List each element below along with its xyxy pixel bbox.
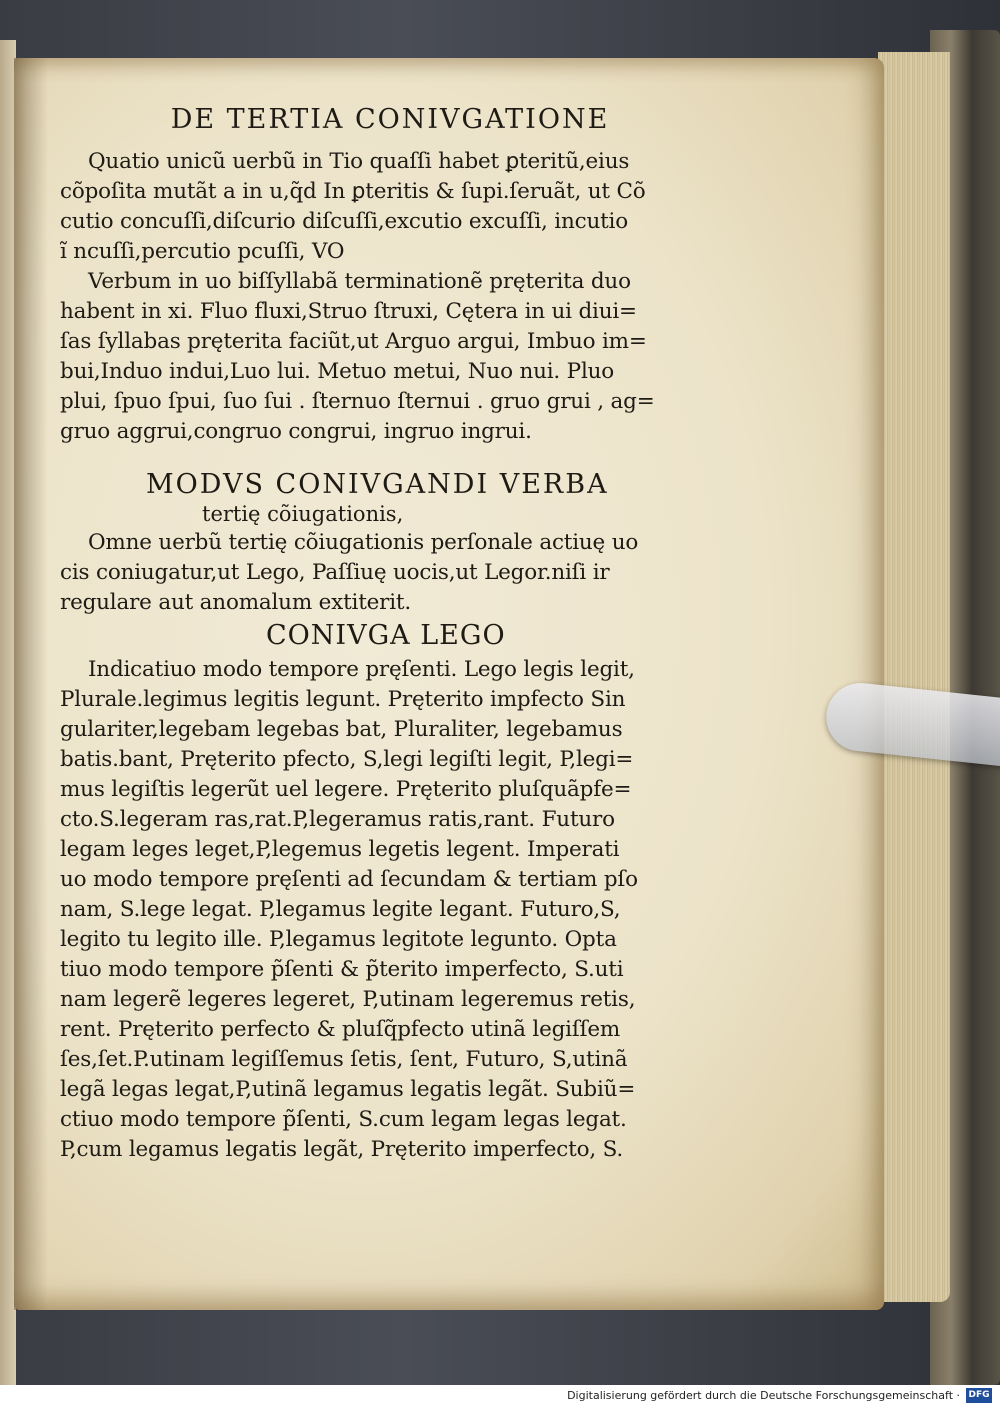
text-line: Omne uerbũ tertię cõiugationis perſonale actiuę uo xyxy=(88,530,639,555)
text-line: Quatio unicũ uerbũ in Tio quaſſi habet ꝑteritũ,eius xyxy=(88,149,630,174)
text-line: cutio concuſſi,diſcurio diſcuſſi,excutio excuſſi, incutio xyxy=(60,209,628,234)
text-line: rent. Pręterito perfecto & pluſq̃pfecto utinã legiſſem xyxy=(60,1017,621,1042)
page-stack-edges xyxy=(878,52,950,1302)
text-line: regulare aut anomalum extiterit. xyxy=(60,590,411,615)
text-line: cis coniugatur,ut Lego, Paſſiuę uocis,ut Legor.niſi ir xyxy=(60,560,610,585)
text-line: bui,Induo indui,Luo lui. Metuo metui, Nuo nui. Pluo xyxy=(60,359,615,384)
subheading: tertię cõiugationis, xyxy=(202,502,404,526)
text-line: P,cum legamus legatis legãt, Pręterito imperfecto, S. xyxy=(60,1137,623,1162)
text-line: habent in xi. Fluo fluxi,Struo ſtruxi, Cętera in ui diui= xyxy=(60,299,637,324)
text-line: nam, S.lege legat. P,legamus legite legant. Futuro,S, xyxy=(60,897,621,922)
text-line: uo modo tempore pręſenti ad ſecundam & tertiam pſo xyxy=(60,867,638,892)
text-line: nam legerẽ legeres legeret, P,utinam legeremus retis, xyxy=(60,987,636,1012)
text-line: legam leges leget,P,legemus legetis legent. Imperati xyxy=(60,837,620,862)
section-heading: DE TERTIA CONIVGATIONE xyxy=(170,104,610,135)
text-line: tiuo modo tempore p̃ſenti & p̃terito imperfecto, S.uti xyxy=(60,957,624,982)
text-line: legã legas legat,P,utinã legamus legatis legãt. Subiũ= xyxy=(60,1077,636,1102)
text-line: ſes,ſet.P.utinam legiſſemus ſetis, ſent, Futuro, S,utinã xyxy=(60,1047,628,1072)
footer-bar xyxy=(0,1385,1000,1408)
text-line: Plurale.legimus legitis legunt. Pręterito impfecto Sin xyxy=(60,687,626,712)
section-heading-modus: MODVS CONIVGANDI VERBA xyxy=(146,469,609,500)
page-text xyxy=(60,104,700,1165)
text-line: cto.S.legeram ras,rat.P,legeramus ratis,rant. Futuro xyxy=(60,807,615,832)
text-line: legito tu legito ille. P,legamus legitote legunto. Opta xyxy=(60,927,617,952)
text-line: Verbum in uo biſſyllabã terminationẽ pręterita duo xyxy=(88,269,631,294)
funding-credit: Digitalisierung gefördert durch die Deutsche Forschungsgemeinschaft · xyxy=(567,1389,960,1402)
text-line: gulariter,legebam legebas bat, Pluraliter, legebamus xyxy=(60,717,623,742)
text-line: cõpoſita mutãt a in u,q̃d In ꝑteritis & ſupi.ſeruãt, ut Cõ xyxy=(60,179,646,204)
text-line: plui, ſpuo ſpui, ſuo ſui . ſternuo ſternui . gruo grui , ag= xyxy=(60,389,655,414)
text-line: batis.bant, Pręterito pfecto, S,legi legiſti legit, P,legi= xyxy=(60,747,634,772)
dfg-logo: DFG xyxy=(966,1388,992,1403)
paragraph-verbum xyxy=(60,267,700,447)
paragraph-indicativo xyxy=(60,655,700,1165)
section-heading-coniuga: CONIVGA LEGO xyxy=(266,620,506,651)
text-line: mus legiſtis legerũt uel legere. Pręterito pluſquãpfe= xyxy=(60,777,632,802)
paragraph-omne xyxy=(60,528,700,618)
text-line: gruo aggrui,congruo congrui, ingruo ingrui. xyxy=(60,419,532,444)
gutter-shadow xyxy=(14,58,48,1310)
text-line: ſas ſyllabas pręterita faciũt,ut Arguo argui, Imbuo im= xyxy=(60,329,647,354)
text-line: ĩ ncuſſi,percutio pcuſſi, VO xyxy=(60,239,345,264)
text-line: ctiuo modo tempore p̃ſenti, S.cum legam legas legat. xyxy=(60,1107,627,1132)
paragraph-quatio xyxy=(60,147,700,267)
text-line: Indicatiuo modo tempore pręſenti. Lego legis legit, xyxy=(88,657,635,682)
